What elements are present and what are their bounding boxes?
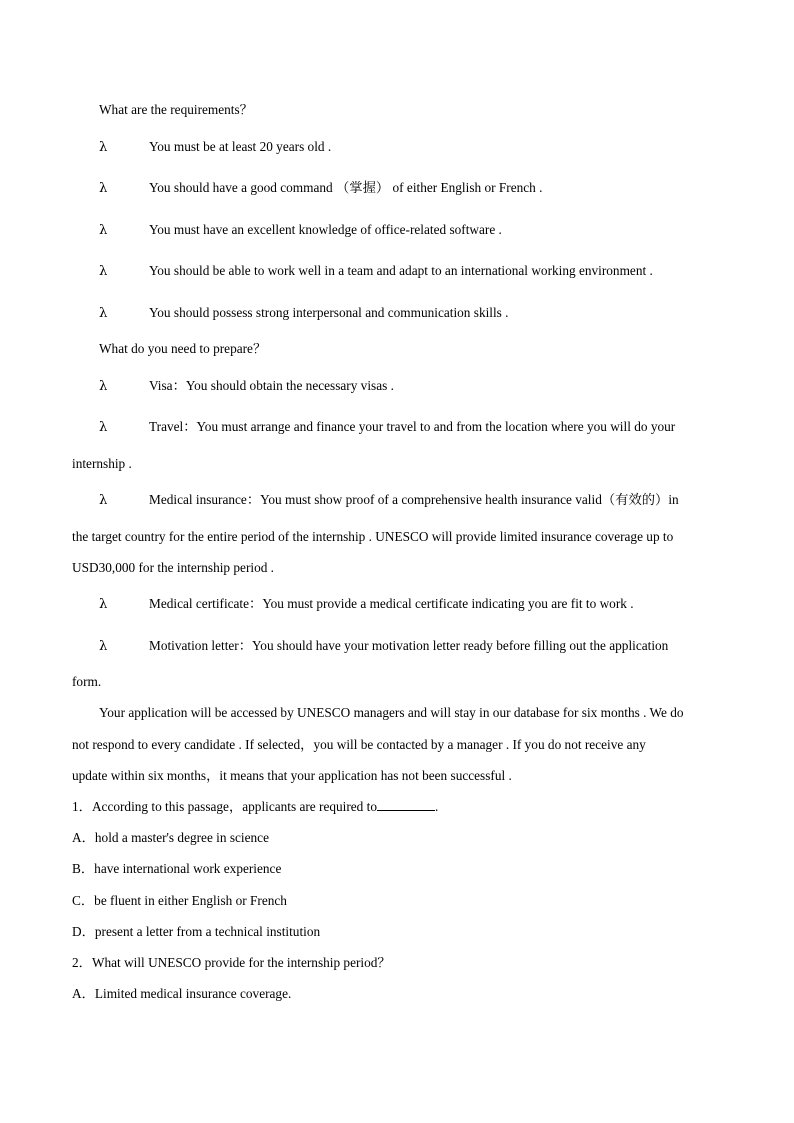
prepare-item-motivation-letter — [99, 637, 668, 656]
bullet-icon: λ — [99, 306, 108, 321]
prepare-text-continued: USD30,000 for the internship period . — [72, 560, 275, 575]
bullet-icon: λ — [99, 223, 108, 238]
bullet-icon: λ — [99, 493, 108, 508]
requirement-text: You should be able to work well in a team and adapt to an international working environment . — [149, 263, 653, 278]
question-1-stem — [72, 798, 438, 816]
prepare-text: Travel：You must arrange and finance your travel to and from the location where you will do your — [149, 419, 676, 434]
requirement-item — [99, 138, 331, 157]
bullet-icon: λ — [99, 597, 108, 612]
question-end: . — [435, 799, 439, 814]
requirement-text: You should possess strong interpersonal and communication skills . — [149, 305, 509, 320]
question-1-option-b: B．have international work experience — [72, 861, 282, 876]
bullet-icon: λ — [99, 639, 108, 654]
prepare-item-medical-insurance — [99, 491, 679, 510]
bullet-icon: λ — [99, 264, 108, 279]
bullet-icon: λ — [99, 140, 108, 155]
requirement-item — [99, 262, 653, 281]
requirement-item — [99, 179, 542, 198]
requirement-item — [99, 221, 502, 240]
prepare-text: Visa：You should obtain the necessary visas . — [149, 378, 394, 393]
bullet-icon: λ — [99, 379, 108, 394]
closing-paragraph-line: Your application will be accessed by UNESCO managers and will stay in our database for six months . We do — [99, 705, 684, 720]
prepare-item-medical-certificate — [99, 595, 634, 614]
requirement-text: You must be at least 20 years old . — [149, 139, 332, 154]
prepare-text-continued: form. — [72, 674, 102, 689]
prepare-text-continued: internship . — [72, 456, 132, 471]
requirement-item — [99, 304, 509, 323]
requirement-text: You must have an excellent knowledge of office-related software . — [149, 222, 502, 237]
question-text: 1．According to this passage，applicants are required to — [72, 799, 377, 814]
question-1-option-c: C．be fluent in either English or French — [72, 893, 287, 908]
prepare-text: Medical certificate：You must provide a medical certificate indicating you are fit to work . — [149, 596, 634, 611]
bullet-icon: λ — [99, 181, 108, 196]
closing-paragraph-line: update within six months，it means that your application has not been successful . — [72, 768, 512, 783]
prepare-text: Medical insurance：You must show proof of a comprehensive health insurance valid（有效的）in — [149, 492, 679, 507]
requirement-text: You should have a good command （掌握） of either English or French . — [149, 180, 543, 195]
prepare-text: Motivation letter：You should have your motivation letter ready before filling out the application — [149, 638, 669, 653]
prepare-heading: What do you need to prepare？ — [99, 341, 267, 356]
requirements-heading: What are the requirements？ — [99, 102, 253, 117]
prepare-text-continued: the target country for the entire period of the internship . UNESCO will provide limited insurance coverage up to — [72, 529, 674, 544]
prepare-item-visa — [99, 377, 394, 396]
question-2-option-a: A．Limited medical insurance coverage. — [72, 986, 292, 1001]
closing-paragraph-line: not respond to every candidate . If selected，you will be contacted by a manager . If you do not receive any — [72, 737, 646, 752]
question-1-option-a: A．hold a master's degree in science — [72, 830, 269, 845]
question-1-option-d: D．present a letter from a technical institution — [72, 924, 321, 939]
prepare-item-travel — [99, 418, 675, 437]
question-2-stem: 2．What will UNESCO provide for the internship period？ — [72, 955, 391, 970]
bullet-icon: λ — [99, 420, 108, 435]
answer-blank — [377, 798, 435, 811]
